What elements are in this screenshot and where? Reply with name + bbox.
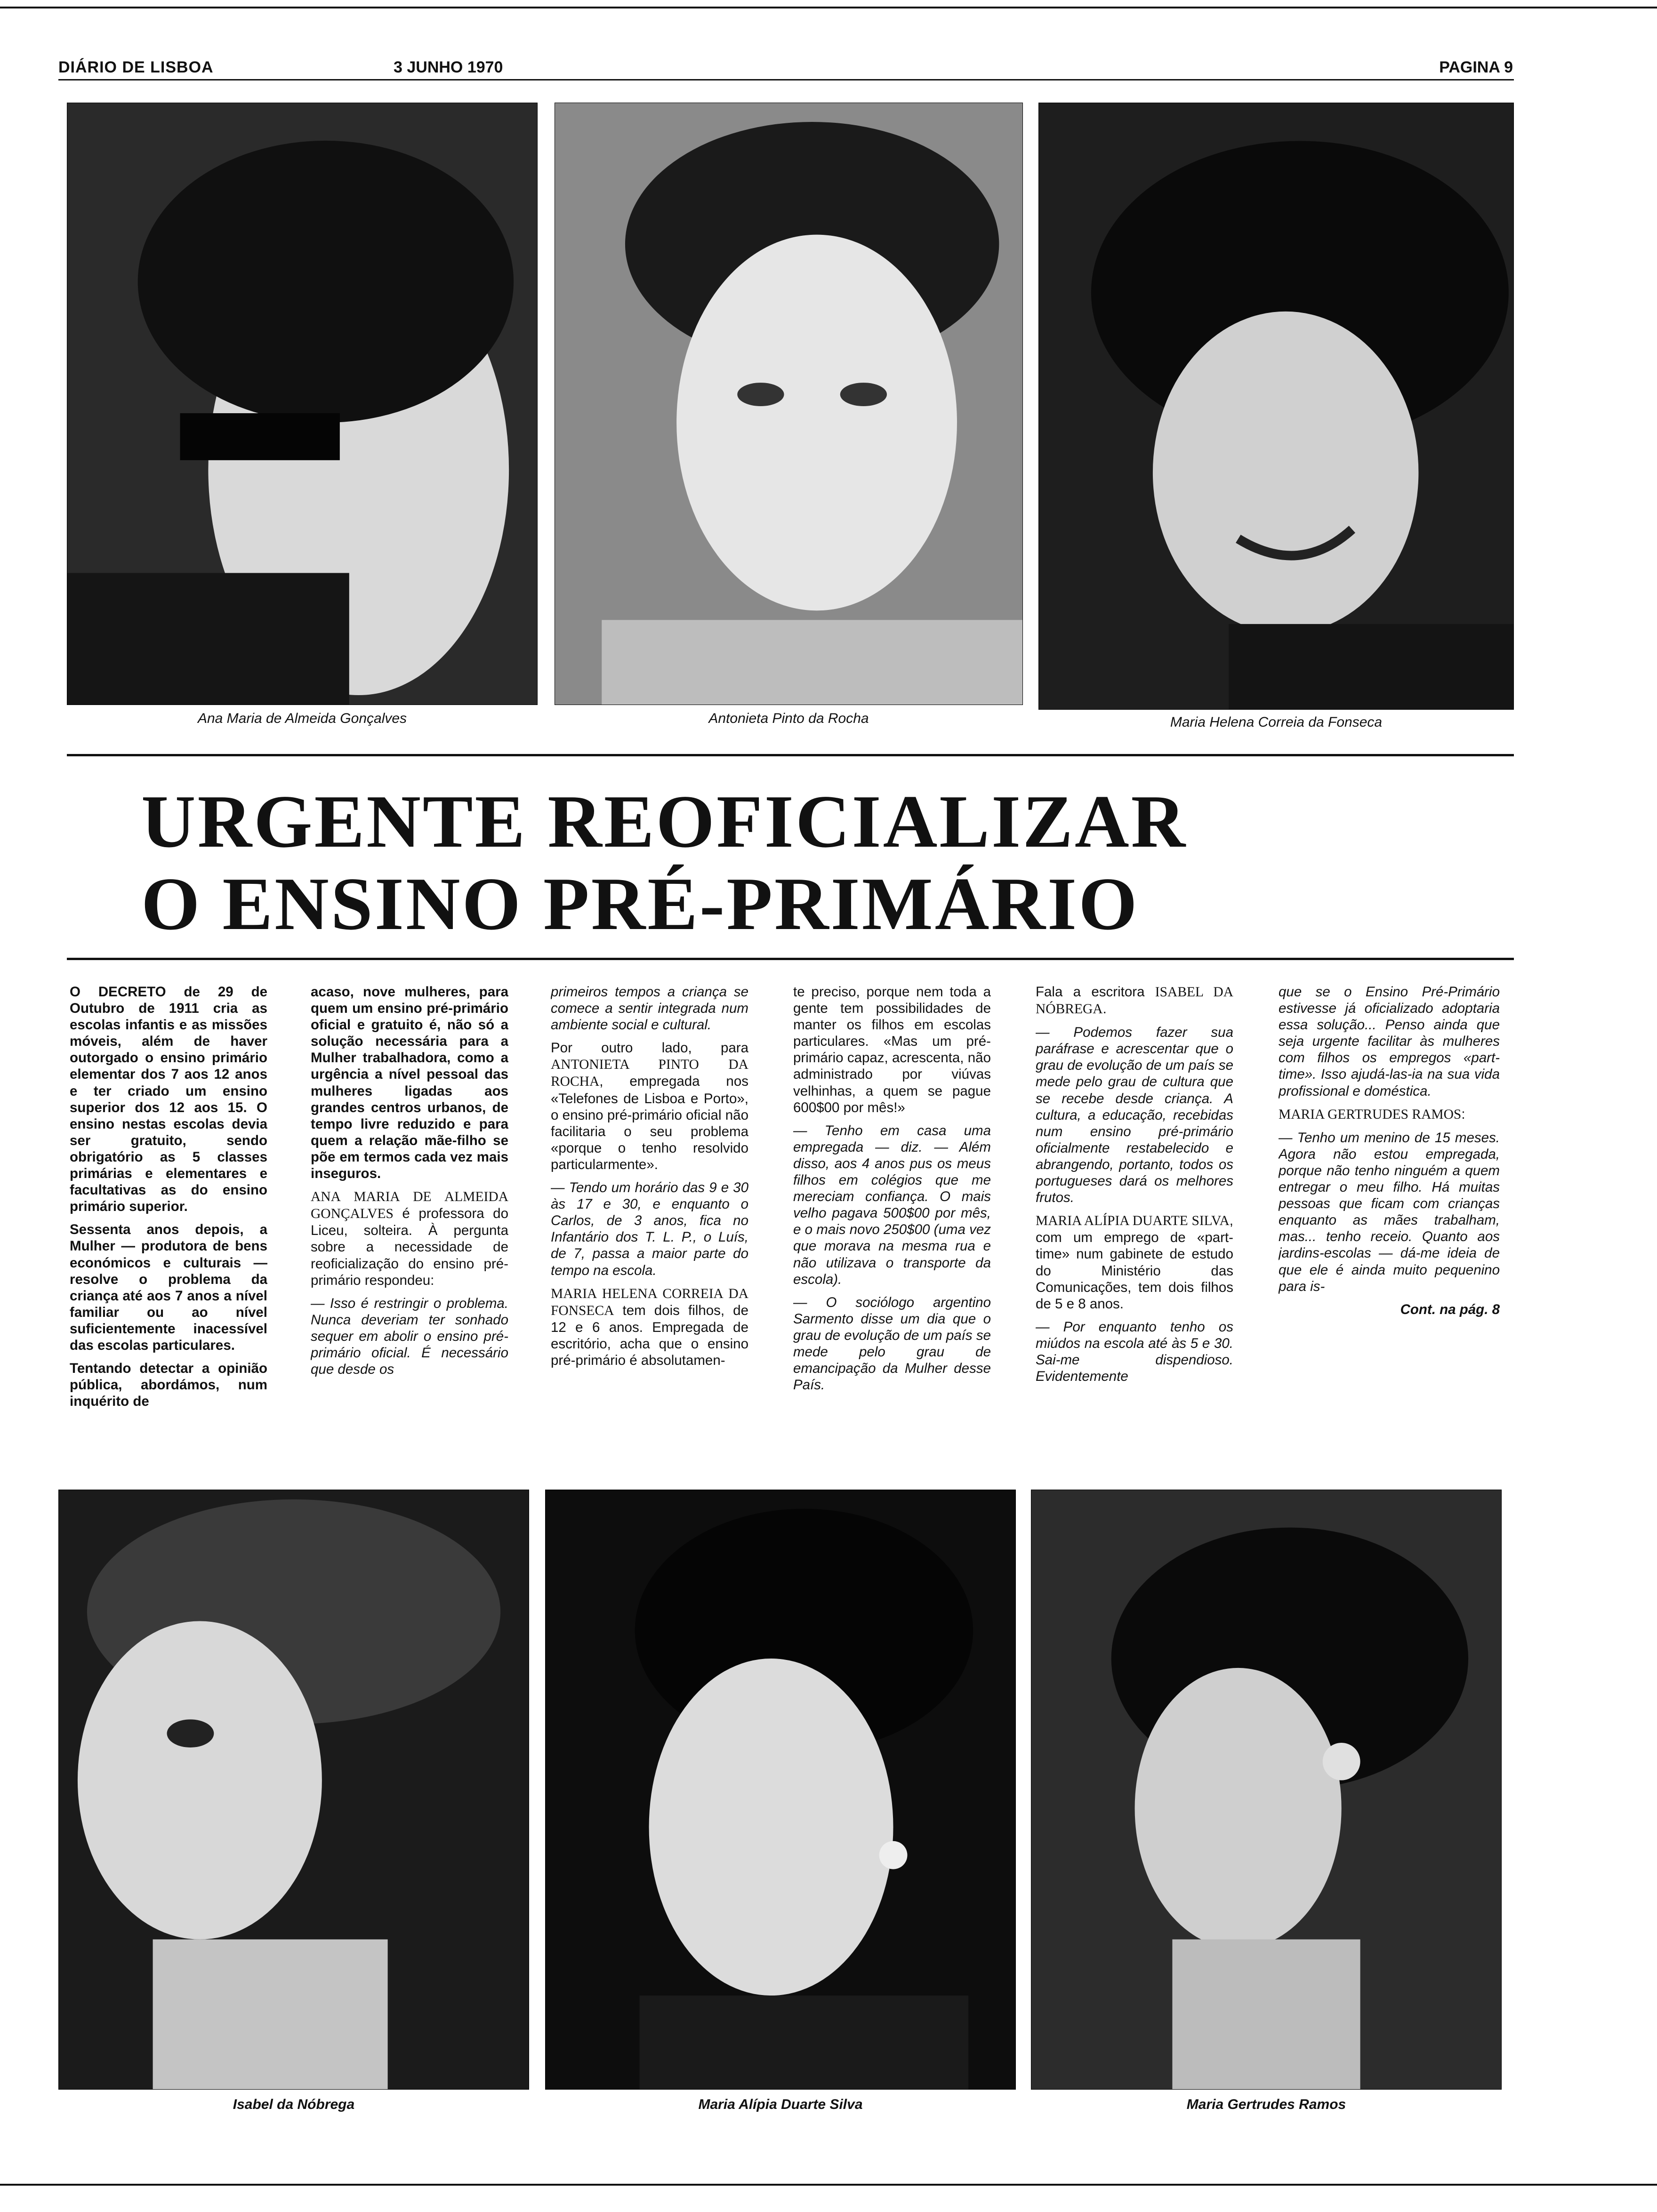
column-5-paragraph-1: Fala a escritora ISABEL DA NÓBREGA. xyxy=(1036,984,1233,1017)
column-2-paragraph-3: — Isso é restringir o problema. Nunca deveriam ter sonhado sequer em abolir o ensino pré-primário oficial. É necessário que desde os xyxy=(311,1295,508,1378)
photo-maria-alipia xyxy=(545,1490,1016,2090)
caption-maria-alipia: Maria Alípia Duarte Silva xyxy=(698,2097,863,2112)
top-border-rule xyxy=(0,7,1657,8)
interviewee-name: ANTONIETA PINTO DA ROCHA xyxy=(551,1057,748,1090)
header-rule xyxy=(58,79,1514,80)
bottom-border-rule xyxy=(0,2184,1657,2186)
caption-maria-helena: Maria Helena Correia da Fonseca xyxy=(1170,714,1383,730)
photo-maria-gertrudes xyxy=(1031,1490,1502,2090)
caption-isabel: Isabel da Nóbrega xyxy=(233,2097,355,2112)
column-1-paragraph-3: Tentando detectar a opinião pública, abordámos, num inquérito de xyxy=(70,1361,267,1410)
interviewee-name: MARIA ALÍPIA DUARTE SILVA xyxy=(1036,1213,1230,1229)
column-3-paragraph-1: primeiros tempos a criança se comece a sentir integrada num ambiente social e cultural. xyxy=(551,984,748,1033)
article-column-3 xyxy=(551,984,748,1473)
issue-date: 3 JUNHO 1970 xyxy=(394,58,503,76)
column-1-paragraph-2: Sessenta anos depois, a Mulher — produtora de bens económicos e culturais — resolve o problema da criança até aos 7 anos a nível familiar ou ao nível suficientemente inacessível das escolas particulares. xyxy=(70,1222,267,1353)
headline-line-2: O ENSINO PRÉ-PRIMÁRIO xyxy=(141,862,1139,946)
interviewee-name: MARIA HELENA CORREIA DA FONSECA xyxy=(551,1286,748,1318)
interviewee-name: MARIA GERTRUDES RAMOS xyxy=(1279,1106,1462,1122)
headline-rule-top xyxy=(67,754,1514,756)
column-4-paragraph-3: — O sociólogo argentino Sarmento disse um dia que o grau de evolução de um país se mede pelo grau de emancipação da Mulher desse País. xyxy=(793,1294,991,1393)
column-1-paragraph-1: O DECRETO de 29 de Outubro de 1911 cria as escolas infantis e as missões móveis, além de haver outorgado o ensino primário elementar dos 7 aos 12 anos e ter criado um ensino superior dos 12 aos 15. O ensino nestas escolas devia ser gratuito, sendo obrigatório as 5 classes primárias e elementares e facultativas as do ensino primário superior. xyxy=(70,984,267,1215)
interviewee-name: ISABEL DA NÓBREGA xyxy=(1036,985,1233,1017)
caption-maria-gertrudes: Maria Gertrudes Ramos xyxy=(1186,2097,1346,2112)
caption-antonieta: Antonieta Pinto da Rocha xyxy=(708,711,869,726)
caption-ana-maria: Ana Maria de Almeida Gonçalves xyxy=(197,711,407,726)
column-3-paragraph-3: — Tendo um horário das 9 e 30 às 17 e 30, e enquanto o Carlos, de 3 anos, fica no Infantário dos T. L. P., o Luís, de 7, passa a maior parte do tempo na escola. xyxy=(551,1180,748,1278)
column-6-paragraph-3: — Tenho um menino de 15 meses. Agora não estou empregada, porque não tenho ninguém a quem entregar o meu filho. Há muitas pessoas que ficam com crianças enquanto as mães trabalham, mas... tenho receio. Quanto aos jardins-escolas — dá-me ideia de que ele é ainda muito pequenino para is- xyxy=(1279,1130,1500,1294)
article-column-5 xyxy=(1036,984,1233,1473)
column-2-paragraph-1: acaso, nove mulheres, para quem um ensino pré-primário oficial e gratuito é, não só a solução necessária para a Mulher trabalhadora, como a urgência a nível pessoal das mulheres ligadas aos grandes centros urbanos, de tempo livre reduzido e para quem a relação mãe-filho se põe em termos cada vez mais inseguros. xyxy=(311,984,508,1182)
column-5-paragraph-4: — Por enquanto tenho os miúdos na escola até às 5 e 30. Sai-me dispendioso. Evidentemente xyxy=(1036,1319,1233,1385)
column-4-paragraph-1: te preciso, porque nem toda a gente tem possibilidades de manter os filhos em escolas particulares. «Mas um pré-primário capaz, acrescenta, não administrado por viúvas velhinhas, a quem se pague 600$00 por mês!» xyxy=(793,984,991,1115)
article-column-4 xyxy=(793,984,991,1473)
interviewee-name: ANA MARIA DE ALMEIDA GONÇALVES xyxy=(311,1189,508,1222)
photo-ana-maria xyxy=(67,103,538,705)
photo-antonieta xyxy=(555,103,1023,705)
column-5-paragraph-2: — Podemos fazer sua paráfrase e acrescentar que o grau de evolução de um país se mede pelo grau de cultura que se recebe desde criança. A cultura, a educação, recebidas num ensino pré-primário oficialmente restabelecido e abrangendo, portanto, todos os portugueses dará os melhores frutos. xyxy=(1036,1025,1233,1206)
column-2-paragraph-2: ANA MARIA DE ALMEIDA GONÇALVES é professora do Liceu, solteira. À pergunta sobre a necessidade de reoficialização do ensino pré-primário respondeu: xyxy=(311,1189,508,1288)
photo-isabel xyxy=(58,1490,529,2090)
column-4-paragraph-2: — Tenho em casa uma empregada — diz. — Além disso, aos 4 anos pus os meus filhos em colégios que me mereciam confiança. O mais velho pagava 500$00 por mês, e o mais novo 250$00 (uma vez que morava na mesma rua e não utilizava o transporte da escola). xyxy=(793,1122,991,1287)
column-6-paragraph-1: que se o Ensino Pré-Primário estivesse já oficializado adoptaria essa solução... Penso ainda que seja urgente facilitar às mulheres com filhos os empregos «part-time». Isso ajudá-las-ia na sua vida profissional e doméstica. xyxy=(1279,984,1500,1099)
photo-maria-helena xyxy=(1038,103,1514,710)
page-number: PAGINA 9 xyxy=(1439,58,1513,76)
column-3-paragraph-4: MARIA HELENA CORREIA DA FONSECA tem dois filhos, de 12 e 6 anos. Empregada de escritório, acha que o ensino pré-primário é absolutamen- xyxy=(551,1286,748,1368)
column-5-paragraph-3: MARIA ALÍPIA DUARTE SILVA, com um emprego de «part-time» num gabinete de estudo do Ministério das Comunicações, tem dois filhos de 5 e 8 anos. xyxy=(1036,1213,1233,1312)
masthead: DIÁRIO DE LISBOA xyxy=(58,58,214,76)
article-column-6 xyxy=(1279,984,1500,1473)
headline-rule-bottom xyxy=(67,958,1514,960)
column-3-paragraph-2: Por outro lado, para ANTONIETA PINTO DA ROCHA, empregada nos «Telefones de Lisboa e Porto», o ensino pré-primário oficial não facilitaria o seu problema «porque o tenho resolvido particularmente». xyxy=(551,1040,748,1172)
page-header xyxy=(58,56,1518,86)
continuation-note: Cont. na pág. 8 xyxy=(1400,1301,1500,1317)
article-column-1 xyxy=(70,984,267,1473)
headline-line-1: URGENTE REOFICIALIZAR xyxy=(141,779,1188,863)
article-column-2 xyxy=(311,984,508,1473)
column-6-paragraph-2: MARIA GERTRUDES RAMOS: xyxy=(1279,1106,1465,1122)
